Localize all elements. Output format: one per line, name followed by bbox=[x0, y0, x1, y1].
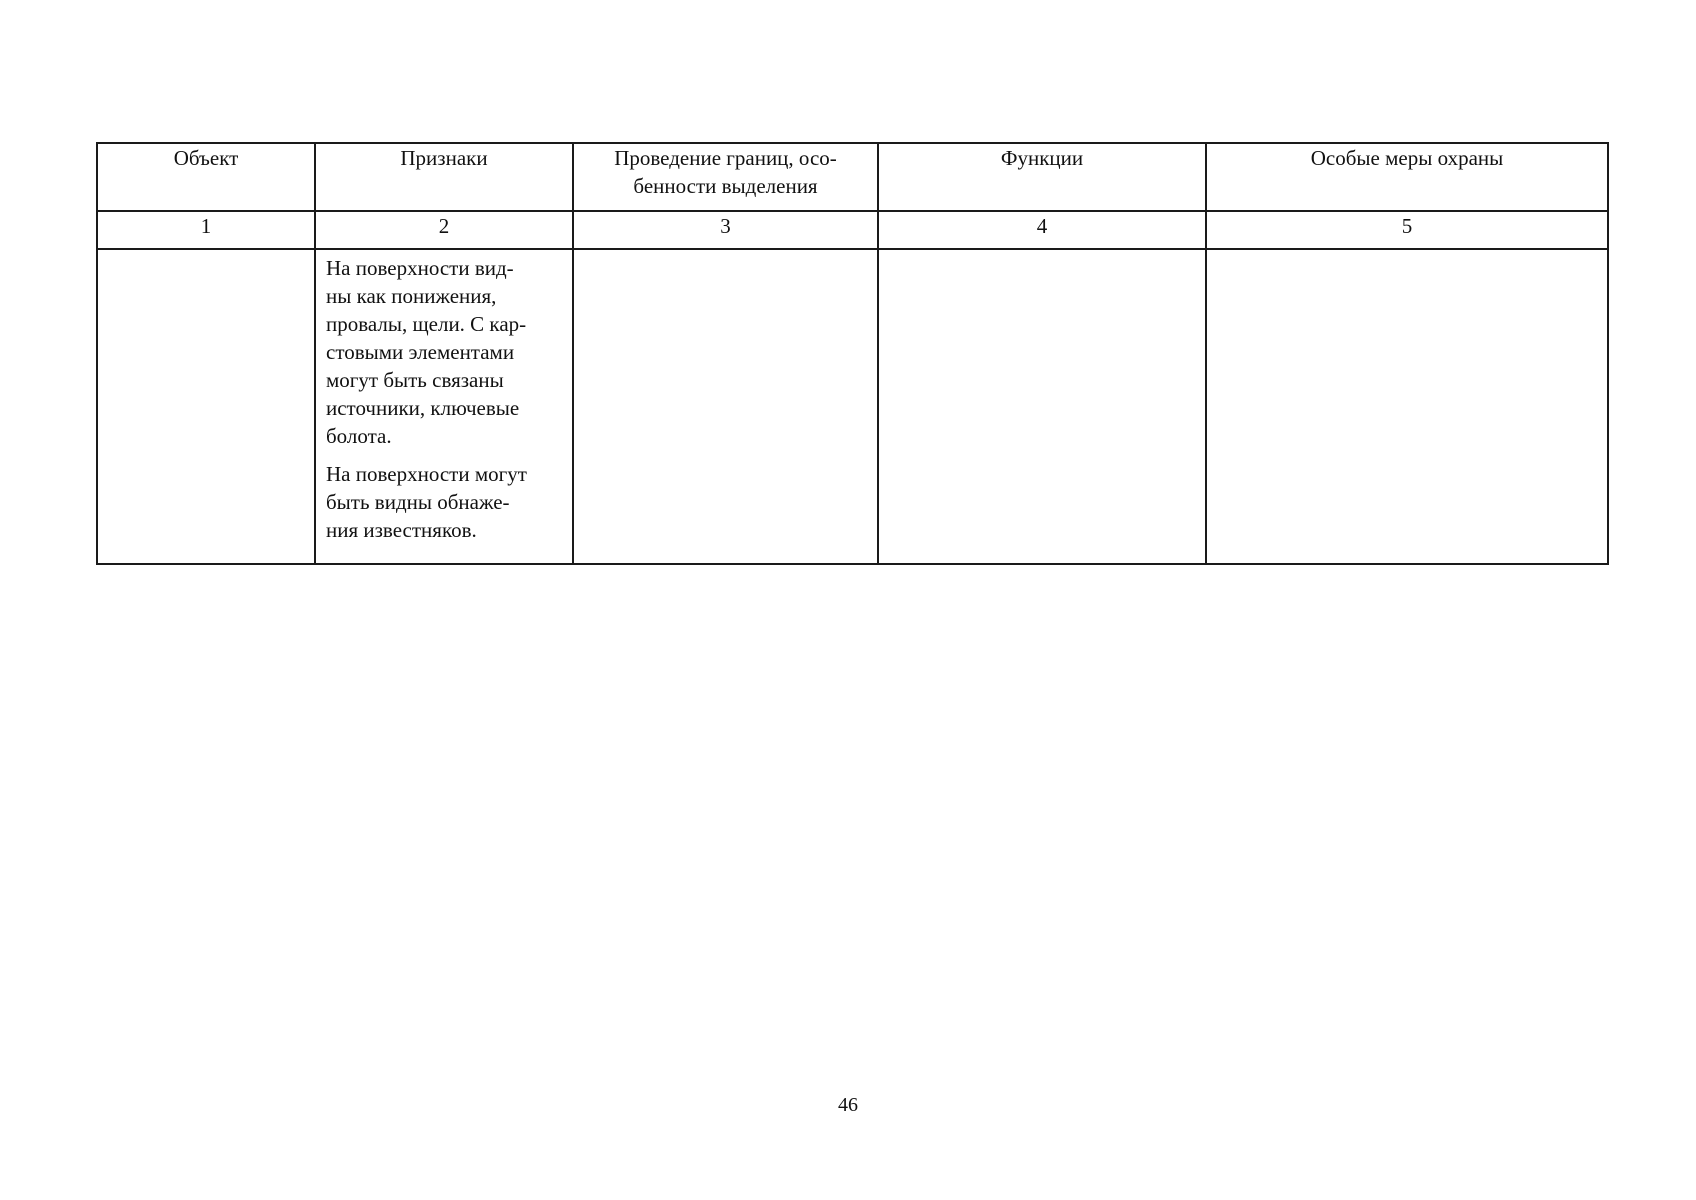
features-table bbox=[96, 142, 1609, 565]
signs-paragraph: На поверхности вид- ны как понижения, провалы, щели. С кар- стовыми элементами могут быть связаны источники, ключевые болота. bbox=[326, 256, 527, 448]
table-row bbox=[97, 249, 1608, 564]
header-boundaries: Проведение границ, осо- бенности выделения bbox=[573, 143, 878, 211]
cell-object bbox=[97, 249, 315, 564]
header-protection: Особые меры охраны bbox=[1206, 143, 1608, 211]
cell-functions bbox=[878, 249, 1206, 564]
cell-protection bbox=[1206, 249, 1608, 564]
column-number: 4 bbox=[878, 211, 1206, 249]
signs-paragraph: На поверхности могут быть видны обнаже- ния известняков. bbox=[326, 462, 527, 542]
cell-boundaries bbox=[573, 249, 878, 564]
column-number-row bbox=[97, 211, 1608, 249]
table-header-row bbox=[97, 143, 1608, 211]
header-object: Объект bbox=[97, 143, 315, 211]
column-number: 3 bbox=[573, 211, 878, 249]
column-number: 5 bbox=[1206, 211, 1608, 249]
header-signs: Признаки bbox=[315, 143, 573, 211]
page-number: 46 bbox=[838, 1094, 858, 1116]
column-number: 1 bbox=[97, 211, 315, 249]
cell-signs bbox=[315, 249, 573, 564]
column-number: 2 bbox=[315, 211, 573, 249]
header-functions: Функции bbox=[878, 143, 1206, 211]
